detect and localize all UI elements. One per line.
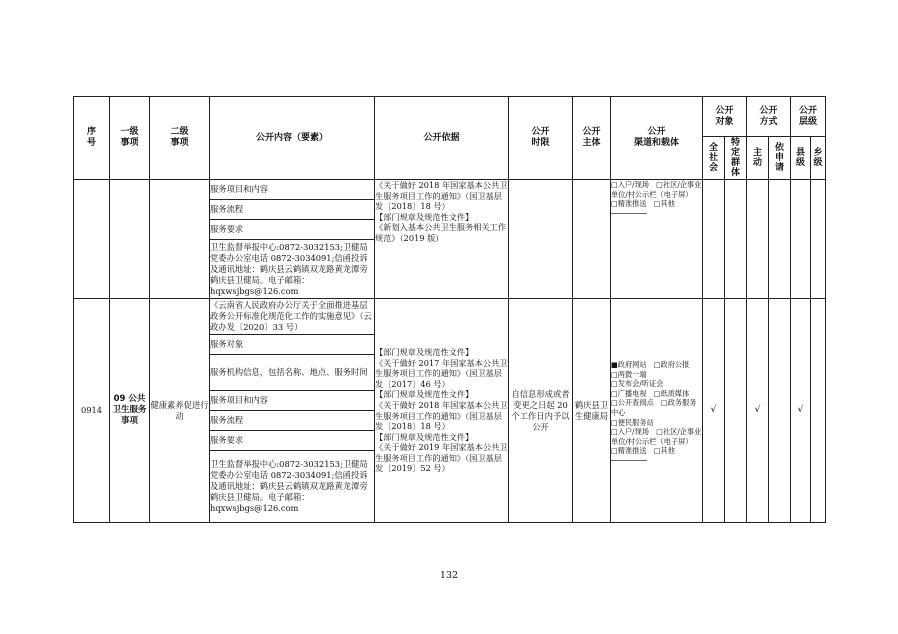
header-level2: 二级 事项	[150, 97, 210, 180]
check-cell	[811, 299, 826, 523]
check-cell	[725, 180, 747, 299]
seq-cell: 0914	[74, 299, 110, 523]
disclosure-table	[73, 96, 826, 523]
level2-cell: 健康素养促进行动	[150, 299, 210, 523]
channel-cell	[611, 299, 703, 523]
check-cell	[769, 299, 791, 523]
header-target-all: 全 社 会	[703, 137, 725, 180]
level1-cell: 09 公共卫生服务事项	[110, 299, 150, 523]
check-cell	[703, 180, 725, 299]
content-item: 卫生监督举报中心:0872-3032153;卫健局党委办公室电话 0872-3034091;信函投诉及通讯地址：鹤庆县云鹤镇双龙路黄龙潭旁鹤庆县卫健局。电子邮箱：hqxwsjbgs@126.com	[210, 451, 375, 523]
header-channel: 公开 渠道和载体	[611, 97, 703, 180]
channel-text: □入户/现场 □社区/企事业单位/村公示栏（电子屏） □精准推送 □其他	[611, 180, 702, 209]
table-row	[74, 299, 826, 335]
page-number: 132	[439, 570, 459, 581]
content-item: 服务项目和内容	[210, 180, 375, 200]
time-limit-cell: 自信息形成或者变更之日起 20 个工作日内予以公开	[509, 299, 573, 523]
header-target: 公开 对象	[703, 97, 747, 137]
check-cell	[747, 180, 769, 299]
time-limit-cell	[509, 180, 573, 299]
header-method-apply: 依 申 请	[769, 137, 791, 180]
check-cell	[725, 299, 747, 523]
content-item: 服务对象	[210, 335, 375, 355]
content-item: 服务机构信息，包括名称、地点、服务时间	[210, 355, 375, 391]
content-item: 《云南省人民政府办公厅关于全面推进基层政务公开标准化规范化工作的实施意见》（云政办发〔2020〕33 号）	[210, 299, 375, 335]
check-level-county: √	[791, 299, 811, 523]
content-item: 服务项目和内容	[210, 391, 375, 411]
seq-cell	[74, 180, 110, 299]
content-item: 服务要求	[210, 220, 375, 240]
header-target-specific: 特 定 群 体	[725, 137, 747, 180]
header-level-county: 县 级	[791, 137, 811, 180]
header-subject: 公开 主体	[573, 97, 611, 180]
content-item: 服务流程	[210, 200, 375, 220]
basis-cell: 《关于做好 2018 年国家基本公共卫生服务项目工作的通知》（国卫基层发〔2018〕18 号） 【部门规章及规范性文件】 《新划入基本公共卫生服务相关工作规范》（2019 版）	[375, 180, 509, 299]
header-method: 公开 方式	[747, 97, 791, 137]
basis-cell: 【部门规章及规范性文件】 《关于做好 2017 年国家基本公共卫生服务项目工作的通知》（国卫基层发〔2017〕46 号） 【部门规章及规范性文件】 《关于做好 2018 年国家基本公共卫生服务项目工作的通知》（国卫基层发〔2018〕18 号） 【部门规章及规范性文件】 《关于做好 2019 年国家基本公共卫生服务项目工作的通知》（国卫基层发〔2019〕52 号）	[375, 299, 509, 523]
subject-cell	[573, 180, 611, 299]
channel-text: ■政府网站 □政府公报 □两微一端 □发布会/听证会 □广播电视 □纸质媒体 □公开查阅点 □政务服务中心 □便民服务站 □入户/现场 □社区/企事业单位/村公示栏（电子屏） □精准推送 □其他	[611, 360, 702, 456]
header-method-active: 主 动	[747, 137, 769, 180]
header-seq: 序 号	[74, 97, 110, 180]
header-level: 公开 层级	[791, 97, 826, 137]
channel-cell	[611, 180, 703, 299]
check-cell	[811, 180, 826, 299]
level2-cell	[150, 180, 210, 299]
content-item: 卫生监督举报中心:0872-3032153;卫健局党委办公室电话 0872-3034091;信函投诉及通讯地址：鹤庆县云鹤镇双龙路黄龙潭旁鹤庆县卫健局。电子邮箱：hqxwsjbgs@126.com	[210, 240, 375, 299]
header-content: 公开内容（要素）	[210, 97, 375, 180]
level1-cell	[110, 180, 150, 299]
check-cell	[791, 180, 811, 299]
content-item: 服务要求	[210, 431, 375, 451]
header-time-limit: 公开 时限	[509, 97, 573, 180]
header-level1: 一级 事项	[110, 97, 150, 180]
header-basis: 公开依据	[375, 97, 509, 180]
subject-cell: 鹤庆县卫生健康局	[573, 299, 611, 523]
content-item: 服务流程	[210, 411, 375, 431]
check-target-all: √	[703, 299, 725, 523]
table-row	[74, 180, 826, 200]
check-method-active: √	[747, 299, 769, 523]
divider	[611, 460, 647, 461]
divider	[611, 213, 647, 214]
check-cell	[769, 180, 791, 299]
header-level-town: 乡 级	[811, 137, 826, 180]
